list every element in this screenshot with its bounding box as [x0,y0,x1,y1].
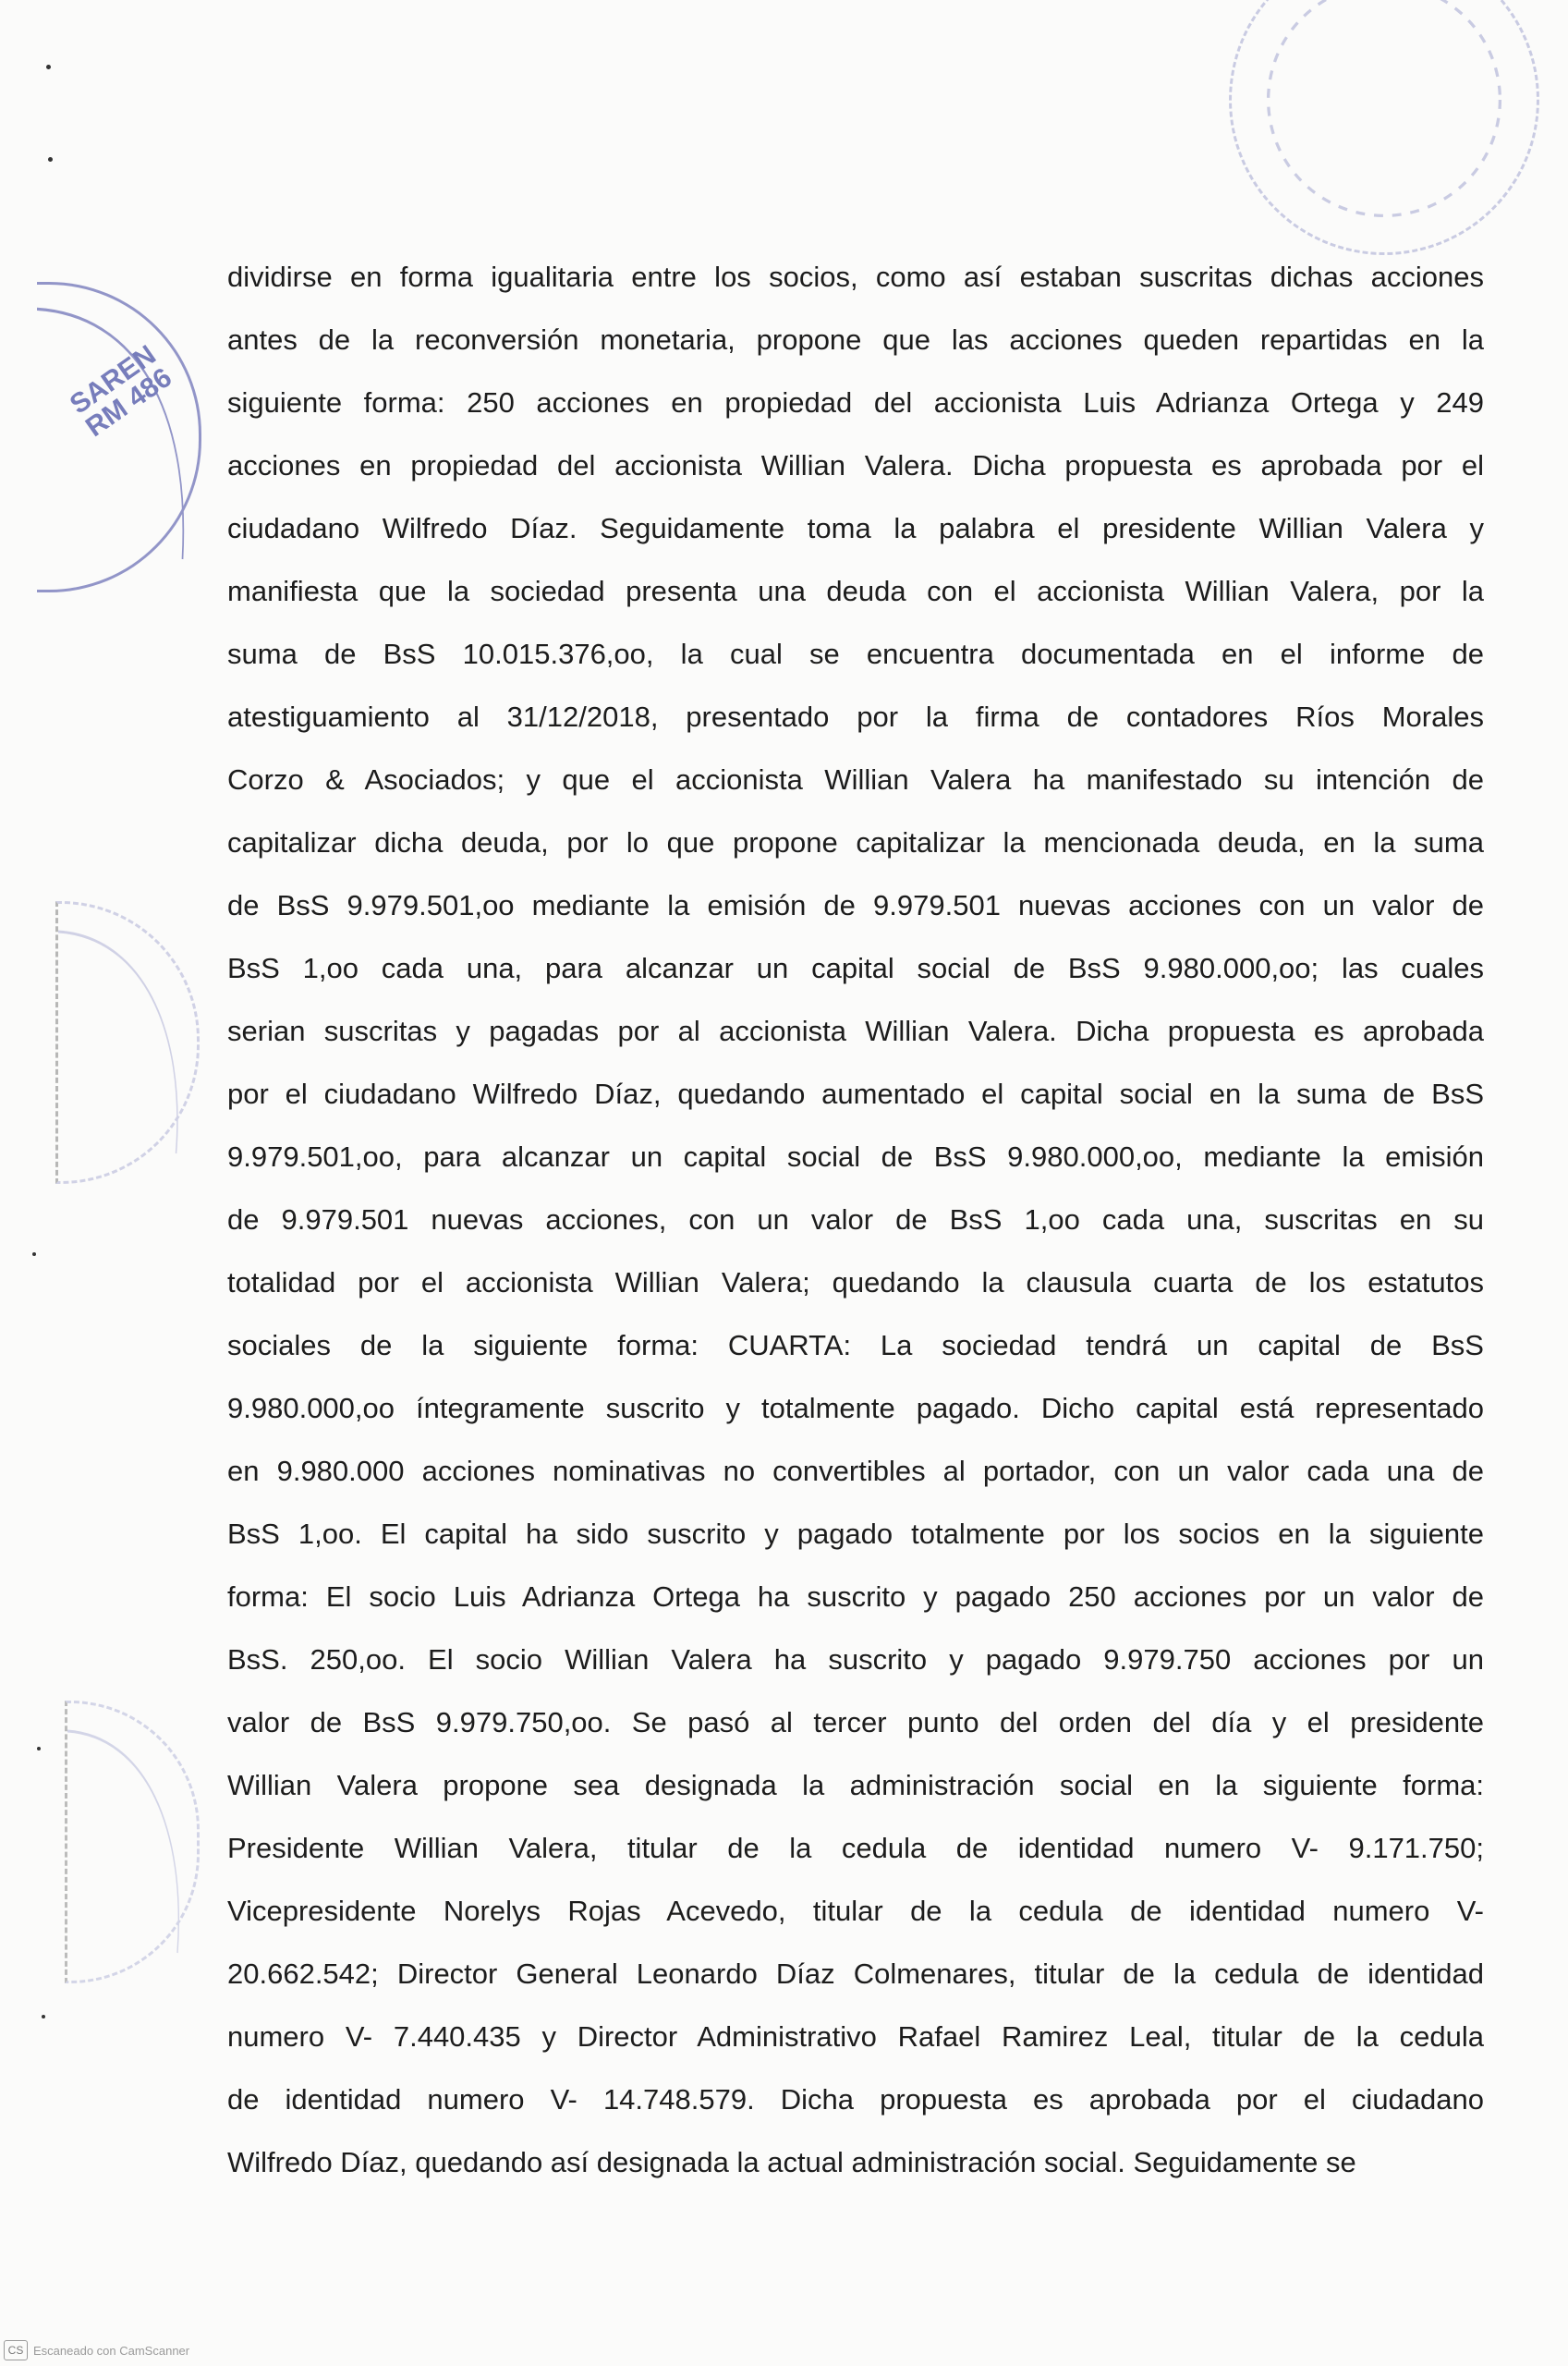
text-line: ciudadano Wilfredo Díaz. Seguidamente toma la palabra el presidente Willian Valera y [227,512,1484,544]
text-line: 9.980.000,oo íntegramente suscrito y totalmente pagado. Dicho capital está representado [227,1392,1484,1424]
text-line: valor de BsS 9.979.750,oo. Se pasó al tercer punto del orden del día y el presidente [227,1706,1484,1738]
scan-speck [32,1252,36,1256]
stamp-center-text: SAREN RM 486 [64,339,177,444]
stamp-left-upper [37,282,201,592]
text-line: totalidad por el accionista Willian Valera; quedando la clausula cuarta de los estatutos [227,1266,1484,1299]
document-body [227,262,1484,2210]
text-line: numero V- 7.440.435 y Director Administrativo Rafael Ramirez Leal, titular de la cedula [227,2020,1484,2053]
stamp-left-middle [55,901,200,1184]
text-line: serian suscritas y pagadas por al accionista Willian Valera. Dicha propuesta es aprobada [227,1015,1484,1047]
text-line: Willian Valera propone sea designada la administración social en la siguiente forma: [227,1769,1484,1801]
text-line: BsS 1,oo cada una, para alcanzar un capital social de BsS 9.980.000,oo; las cuales [227,952,1484,984]
scan-speck [46,65,51,69]
stamp-top-right [1229,0,1539,255]
text-line: suma de BsS 10.015.376,oo, la cual se encuentra documentada en el informe de [227,638,1484,670]
text-line: Corzo & Asociados; y que el accionista Willian Valera ha manifestado su intención de [227,763,1484,796]
text-line: siguiente forma: 250 acciones en propiedad del accionista Luis Adrianza Ortega y 249 [227,386,1484,419]
text-line: 9.979.501,oo, para alcanzar un capital social de BsS 9.980.000,oo, mediante la emisión [227,1140,1484,1173]
text-line: Presidente Willian Valera, titular de la cedula de identidad numero V- 9.171.750; [227,1832,1484,1864]
faded-seal-icon [67,1703,197,1981]
scan-speck [48,157,53,162]
stamp-ring-icon [1232,0,1537,252]
text-line: Vicepresidente Norelys Rojas Acevedo, titular de la cedula de identidad numero V- [227,1895,1484,1927]
text-line: por el ciudadano Wilfredo Díaz, quedando aumentado el capital social en la suma de BsS [227,1078,1484,1110]
text-line: acciones en propiedad del accionista Willian Valera. Dicha propuesta es aprobada por el [227,449,1484,482]
text-line: de identidad numero V- 14.748.579. Dicha propuesta es aprobada por el ciudadano [227,2083,1484,2116]
text-line: capitalizar dicha deuda, por lo que propone capitalizar la mencionada deuda, en la suma [227,826,1484,859]
text-line: atestiguamiento al 31/12/2018, presentado por la firma de contadores Ríos Morales [227,701,1484,733]
faded-seal-icon [58,904,197,1181]
stamp-left-lower [65,1701,200,1983]
scan-speck [42,2015,45,2018]
text-line: de 9.979.501 nuevas acciones, con un valor de BsS 1,oo cada una, suscritas en su [227,1203,1484,1236]
text-line: Wilfredo Díaz, quedando así designada la actual administración social. Seguidamente se [227,2146,1356,2178]
text-line: manifiesta que la sociedad presenta una deuda con el accionista Willian Valera, por la [227,575,1484,607]
text-line: dividirse en forma igualitaria entre los socios, como así estaban suscritas dichas acciones [227,261,1484,293]
text-line: sociales de la siguiente forma: CUARTA: La sociedad tendrá un capital de BsS [227,1329,1484,1361]
text-line: BsS 1,oo. El capital ha sido suscrito y pagado totalmente por los socios en la siguiente [227,1518,1484,1550]
scanner-footer [4,2340,189,2360]
text-line: en 9.980.000 acciones nominativas no convertibles al portador, con un valor cada una de [227,1455,1484,1487]
scan-speck [37,1747,41,1750]
text-line: forma: El socio Luis Adrianza Ortega ha suscrito y pagado 250 acciones por un valor de [227,1580,1484,1613]
text-line: 20.662.542; Director General Leonardo Díaz Colmenares, titular de la cedula de identidad [227,1957,1484,1990]
text-line: BsS. 250,oo. El socio Willian Valera ha suscrito y pagado 9.979.750 acciones por un [227,1643,1484,1676]
text-line: de BsS 9.979.501,oo mediante la emisión de 9.979.501 nuevas acciones con un valor de [227,889,1484,921]
camscanner-logo-icon: CS [4,2340,28,2360]
seal-emblem-icon [37,285,199,590]
scanner-caption: Escaneado con CamScanner [33,2343,190,2358]
text-line: antes de la reconversión monetaria, propone que las acciones queden repartidas en la [227,323,1484,356]
